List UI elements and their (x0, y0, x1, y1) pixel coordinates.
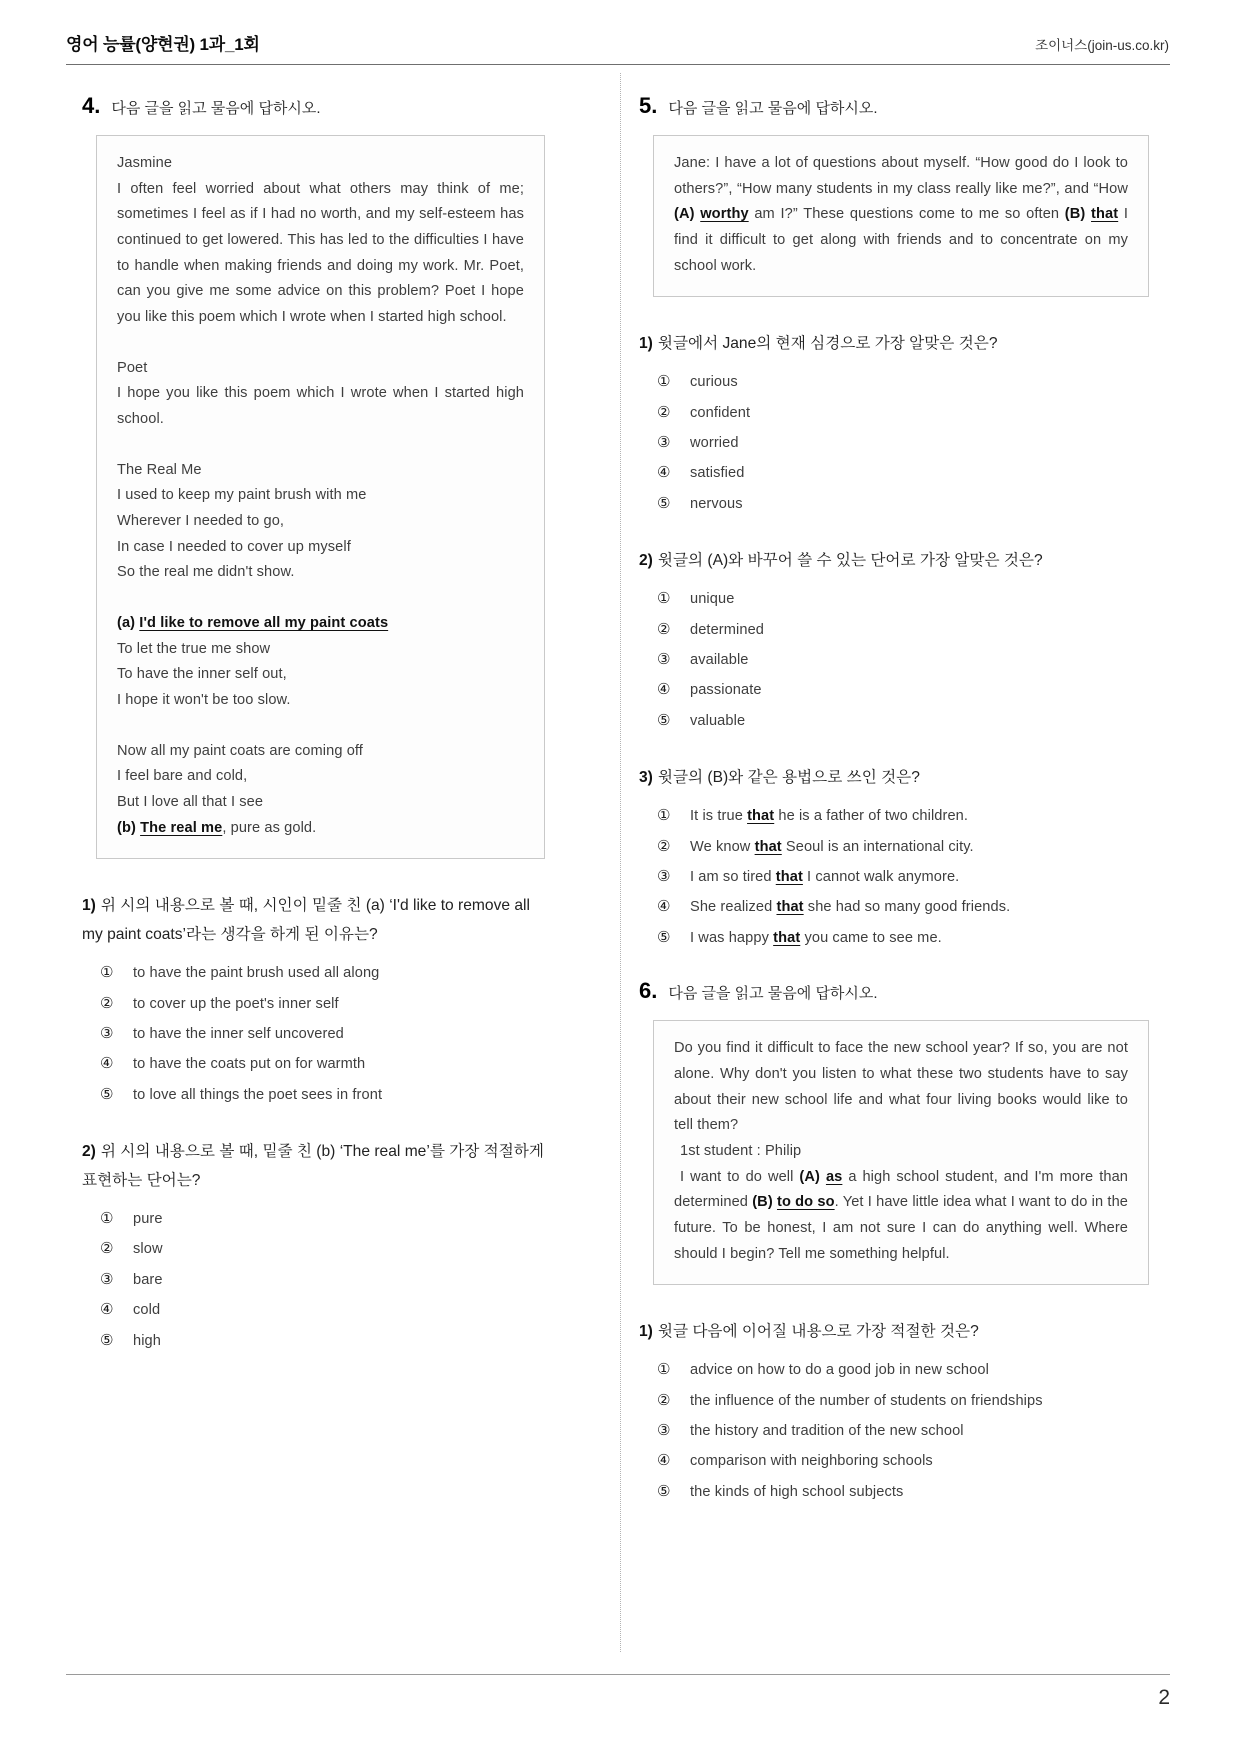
text-segment: (B) (1064, 206, 1086, 223)
passage-line (117, 381, 524, 432)
option-number-icon: ① (100, 963, 114, 982)
option-number-icon: ③ (657, 866, 671, 885)
answer-option (639, 1481, 1149, 1502)
option-text (690, 1391, 1043, 1411)
option-text (133, 1085, 382, 1105)
subquestion-number: 2) (639, 552, 653, 570)
option-number-icon: ① (657, 806, 671, 825)
text-segment: to have the inner self uncovered (133, 1025, 344, 1042)
question-5-sub-1-options (639, 371, 1149, 514)
option-text (690, 1421, 964, 1441)
option-text (690, 372, 738, 392)
text-segment: (A) (799, 1168, 820, 1185)
passage-paragraph (117, 739, 524, 842)
text-segment: She realized (690, 899, 777, 916)
text-segment: (B) (752, 1194, 773, 1211)
question-5-sub-1-heading (639, 330, 1149, 359)
question-6-passage-box (653, 1020, 1149, 1285)
text-segment: To have the inner self out, (117, 666, 287, 683)
passage-line (117, 177, 524, 331)
option-number-icon: ② (657, 402, 671, 421)
answer-option (639, 619, 1149, 640)
subquestion-text (658, 552, 1043, 569)
answer-option (639, 805, 1149, 826)
option-text (690, 494, 743, 514)
text-segment: I want to do well (680, 1168, 800, 1185)
subquestion-text (658, 769, 920, 786)
text-segment: (A) (674, 206, 695, 223)
answer-option (639, 588, 1149, 609)
question-5-prompt: 다음 글을 읽고 물음에 답하시오. (668, 100, 878, 117)
subquestion-text (82, 1143, 544, 1189)
text-segment: Poet (117, 359, 148, 376)
option-number-icon: ④ (657, 1451, 671, 1470)
subquestion-number: 1) (82, 897, 96, 915)
text-segment: To let the true me show (117, 640, 271, 657)
passage-paragraph (674, 151, 1128, 279)
left-column (66, 65, 620, 1664)
text-segment: confident (690, 404, 751, 421)
text-segment: , pure as gold. (222, 819, 317, 836)
text-segment: to love all things the poet sees in front (133, 1086, 383, 1103)
option-number-icon: ③ (657, 433, 671, 452)
right-column (622, 65, 1169, 1664)
option-number-icon: ④ (657, 463, 671, 482)
text-segment: cold (133, 1302, 161, 1319)
passage-line (117, 611, 524, 637)
text-segment: comparison with neighboring schools (690, 1453, 933, 1470)
question-4-sub-2-heading (82, 1138, 545, 1196)
question-4-prompt: 다음 글을 읽고 물음에 답하시오. (111, 100, 321, 117)
option-text (690, 1451, 933, 1471)
passage-line (117, 637, 524, 663)
answer-option (639, 896, 1149, 917)
question-6-prompt: 다음 글을 읽고 물음에 답하시오. (668, 985, 878, 1003)
option-number-icon: ④ (100, 1300, 114, 1319)
passage-line (117, 662, 524, 688)
option-text (133, 963, 379, 983)
option-text (690, 897, 1010, 917)
passage-line (117, 356, 524, 382)
option-text (690, 837, 974, 857)
option-text (690, 589, 734, 609)
text-segment: to cover up the poet's inner self (133, 995, 339, 1012)
answer-option (82, 1208, 545, 1229)
question-6-heading (639, 978, 1149, 1004)
answer-option (639, 493, 1149, 514)
text-segment: 윗글의 (A)와 바꾸어 쓸 수 있는 단어로 가장 알맞은 것은? (657, 552, 1043, 570)
question-5-sub-3-options (639, 805, 1149, 948)
subquestion-number: 1) (639, 335, 653, 353)
answer-option (82, 1269, 545, 1290)
question-6-sub-1-options (639, 1359, 1149, 1502)
text-segment: . Yet I have little idea what I want to do in the future. To be honest, I am not sure I can do anything well. Where should I begin? Tell me something helpful. (674, 1194, 1129, 1262)
question-4-passage-box (96, 135, 545, 859)
text-segment: I find it difficult to get along with friends and to concentrate on my school work. (674, 206, 1129, 274)
answer-option (639, 710, 1149, 731)
passage-line (117, 535, 524, 561)
answer-option (82, 993, 545, 1014)
text-segment: I often feel worried about what others may think of me; sometimes I feel as if I had no worth, and my self-esteem has continued to get lowered. This has led to the difficulties I have to handle when making friends and doing my work. Mr. Poet, can you give me some advice on this problem? Poet I hope you like this poem which I wrote when I started high school. (117, 180, 524, 326)
answer-option (639, 1420, 1149, 1441)
answer-option (639, 432, 1149, 453)
text-segment: Jane: I have a lot of questions about myself. “How good do I look to others?”, “How many students in my class really like me?”, and “How (674, 155, 1128, 197)
text-segment: worried (690, 435, 739, 452)
subquestion-number: 2) (82, 1143, 96, 1161)
passage-line (117, 764, 524, 790)
option-text (690, 650, 749, 670)
text-segment: you came to see me. (800, 929, 942, 946)
option-text (690, 403, 750, 423)
text-segment: worthy (700, 206, 749, 223)
option-number-icon: ① (100, 1208, 114, 1227)
passage-paragraph (117, 356, 524, 433)
option-number-icon: ③ (100, 1269, 114, 1288)
answer-option (82, 1238, 545, 1259)
text-segment: We know (690, 838, 755, 855)
option-text (133, 1239, 163, 1259)
text-segment: The real me (140, 819, 223, 836)
text-segment: 윗글의 (B)와 같은 용법으로 쓰인 것은? (657, 769, 920, 787)
passage-line (117, 816, 524, 842)
passage-paragraph (117, 151, 524, 331)
passage-line (674, 1165, 1128, 1268)
text-segment: It is true (690, 808, 748, 825)
option-text (690, 928, 942, 948)
answer-option (82, 962, 545, 983)
option-text (133, 1209, 163, 1229)
text-segment: Do you find it difficult to face the new school year? If so, you are not alone. Why don't you listen to what these two students have to say about their new school life and what four living books would like to tell them? (674, 1040, 1128, 1134)
text-segment: as (825, 1168, 843, 1185)
option-number-icon: ④ (657, 680, 671, 699)
passage-line (117, 483, 524, 509)
exam-title: 영어 능률(양현권) 1과_1회 (66, 35, 260, 54)
text-segment: a high school student, and I'm more than determined (674, 1168, 1129, 1211)
text-segment: (a) (117, 615, 140, 632)
passage-line (117, 151, 524, 177)
option-text (690, 680, 762, 700)
passage-line (674, 151, 1128, 279)
option-text (133, 1331, 161, 1351)
passage-line (674, 1036, 1128, 1139)
question-4 (82, 93, 545, 1351)
option-text (133, 994, 339, 1014)
option-number-icon: ③ (657, 650, 671, 668)
option-number-icon: ③ (657, 1420, 671, 1439)
option-number-icon: ② (657, 619, 671, 638)
option-number-icon: ⑤ (100, 1330, 114, 1349)
answer-option (639, 1359, 1149, 1380)
passage-paragraph (117, 458, 524, 586)
option-text (690, 1482, 903, 1502)
text-segment: I'd like to remove all my paint coats (139, 615, 389, 632)
text-segment: that (1091, 206, 1119, 223)
text-segment: the history and tradition of the new school (690, 1422, 964, 1439)
text-segment: unique (690, 591, 735, 608)
question-4-heading (82, 93, 545, 119)
passage-paragraph (674, 1036, 1128, 1267)
question-5-sub-2-options (639, 588, 1149, 731)
text-segment: The Real Me (117, 461, 202, 478)
footer-divider (66, 1674, 1170, 1675)
passage-line (117, 739, 524, 765)
answer-option (82, 1299, 545, 1320)
option-number-icon: ② (657, 836, 671, 855)
option-number-icon: ⑤ (657, 710, 671, 729)
text-segment: I used to keep my paint brush with me (117, 487, 367, 504)
option-number-icon: ⑤ (657, 1481, 671, 1500)
answer-option (82, 1084, 545, 1105)
text-segment: that (773, 929, 801, 946)
text-segment: determined (690, 621, 765, 638)
text-segment: nervous (690, 495, 743, 512)
passage-line (674, 1139, 1128, 1165)
text-segment: In case I needed to cover up myself (117, 538, 351, 555)
page-number: 2 (1158, 1686, 1170, 1709)
question-4-sub-1-heading (82, 892, 545, 950)
option-text (133, 1054, 365, 1074)
text-segment: pure (133, 1210, 163, 1227)
option-text (690, 620, 764, 640)
text-segment: the kinds of high school subjects (690, 1483, 904, 1500)
text-segment: 윗글 다음에 이어질 내용으로 가장 적절한 것은? (657, 1323, 979, 1341)
question-4-sub-2-options (82, 1208, 545, 1351)
option-number-icon: ③ (100, 1023, 114, 1042)
answer-option (639, 679, 1149, 700)
answer-option (82, 1330, 545, 1351)
answer-option (639, 1390, 1149, 1411)
text-segment: advice on how to do a good job in new school (690, 1362, 989, 1379)
text-segment: 윗글에서 Jane의 현재 심경으로 가장 알맞은 것은? (657, 335, 998, 353)
text-segment: 위 시의 내용으로 볼 때, 시인이 밑줄 친 (a) ‘I'd like to remove all my paint coats’라는 생각을 하게 된 이유는? (82, 897, 530, 944)
text-segment: (b) (117, 819, 141, 836)
text-segment: 1st student : Philip (680, 1142, 802, 1159)
option-number-icon: ⑤ (100, 1084, 114, 1103)
answer-option (639, 836, 1149, 857)
text-segment: to have the paint brush used all along (133, 965, 380, 982)
question-5-heading (639, 93, 1149, 119)
question-6 (639, 978, 1149, 1502)
text-segment: Seoul is an international city. (781, 838, 974, 855)
passage-line (117, 560, 524, 586)
passage-paragraph (117, 611, 524, 714)
option-text (690, 1360, 989, 1380)
answer-option (82, 1053, 545, 1074)
question-5-sub-3-heading (639, 764, 1149, 793)
option-text (133, 1024, 344, 1044)
question-5-sub-2-heading (639, 547, 1149, 576)
text-segment: I feel bare and cold, (117, 768, 248, 785)
question-5-number: 5. (639, 93, 658, 118)
text-segment: she had so many good friends. (803, 899, 1011, 916)
text-segment: bare (133, 1271, 163, 1288)
answer-option (639, 402, 1149, 423)
option-number-icon: ② (100, 993, 114, 1012)
option-text (690, 711, 745, 731)
text-segment: that (775, 868, 803, 885)
option-number-icon: ① (657, 1360, 671, 1379)
passage-line (117, 509, 524, 535)
option-text (690, 463, 744, 483)
text-segment: I cannot walk anymore. (802, 868, 960, 885)
text-segment: that (754, 838, 782, 855)
question-5-passage-box (653, 135, 1149, 297)
answer-option (639, 649, 1149, 670)
option-number-icon: ⑤ (657, 927, 671, 946)
option-number-icon: ① (657, 589, 671, 608)
text-segment: curious (690, 374, 738, 391)
text-segment: I was happy (690, 929, 774, 946)
option-text (133, 1300, 160, 1320)
text-segment: that (776, 899, 804, 916)
question-5 (639, 93, 1149, 948)
question-4-sub-1-options (82, 962, 545, 1105)
subquestion-number: 1) (639, 1323, 653, 1341)
site-credit: 조이너스(join-us.co.kr) (1035, 38, 1169, 53)
content-columns (0, 65, 1239, 1664)
passage-line (117, 458, 524, 484)
text-segment: satisfied (690, 465, 745, 482)
text-segment: I hope you like this poem which I wrote when I started high school. (117, 385, 524, 428)
text-segment: he is a father of two children. (774, 808, 969, 825)
text-segment: to have the coats put on for warmth (133, 1056, 366, 1073)
option-text (133, 1270, 163, 1290)
passage-line (117, 688, 524, 714)
text-segment: Now all my paint coats are coming off (117, 742, 363, 759)
text-segment: slow (133, 1241, 163, 1258)
answer-option (639, 371, 1149, 392)
text-segment: that (747, 808, 775, 825)
option-number-icon: ② (657, 1390, 671, 1409)
text-segment: valuable (690, 712, 746, 729)
answer-option (82, 1023, 545, 1044)
answer-option (639, 462, 1149, 483)
subquestion-text (658, 1323, 979, 1340)
text-segment: passionate (690, 682, 762, 699)
text-segment: the influence of the number of students on friendships (690, 1392, 1043, 1409)
option-text (690, 867, 959, 887)
text-segment: high (133, 1332, 161, 1349)
text-segment: Wherever I needed to go, (117, 513, 285, 530)
text-segment: I hope it won't be too slow. (117, 692, 291, 709)
text-segment: to do so (776, 1194, 835, 1211)
subquestion-number: 3) (639, 769, 653, 787)
question-4-number: 4. (82, 93, 101, 118)
option-number-icon: ④ (100, 1054, 114, 1073)
question-6-number: 6. (639, 978, 658, 1004)
option-text (690, 806, 968, 826)
subquestion-text (658, 335, 998, 352)
subquestion-text (82, 897, 530, 943)
text-segment: 위 시의 내용으로 볼 때, 밑줄 친 (b) ‘The real me’를 가장 적절하게 표현하는 단어는? (82, 1143, 544, 1190)
option-text (690, 433, 739, 453)
text-segment: I am so tired (690, 868, 776, 885)
passage-line (117, 790, 524, 816)
answer-option (639, 927, 1149, 948)
option-number-icon: ④ (657, 897, 671, 916)
text-segment: But I love all that I see (117, 794, 264, 811)
option-number-icon: ⑤ (657, 493, 671, 512)
text-segment: Jasmine (117, 155, 173, 171)
question-6-sub-1-heading (639, 1318, 1149, 1347)
option-number-icon: ① (657, 372, 671, 391)
page-header (0, 0, 1239, 55)
answer-option (639, 866, 1149, 887)
text-segment: available (690, 652, 749, 668)
text-segment: So the real me didn't show. (117, 564, 295, 581)
answer-option (639, 1450, 1149, 1471)
text-segment: am I?” These questions come to me so often (748, 206, 1065, 223)
option-number-icon: ② (100, 1239, 114, 1258)
